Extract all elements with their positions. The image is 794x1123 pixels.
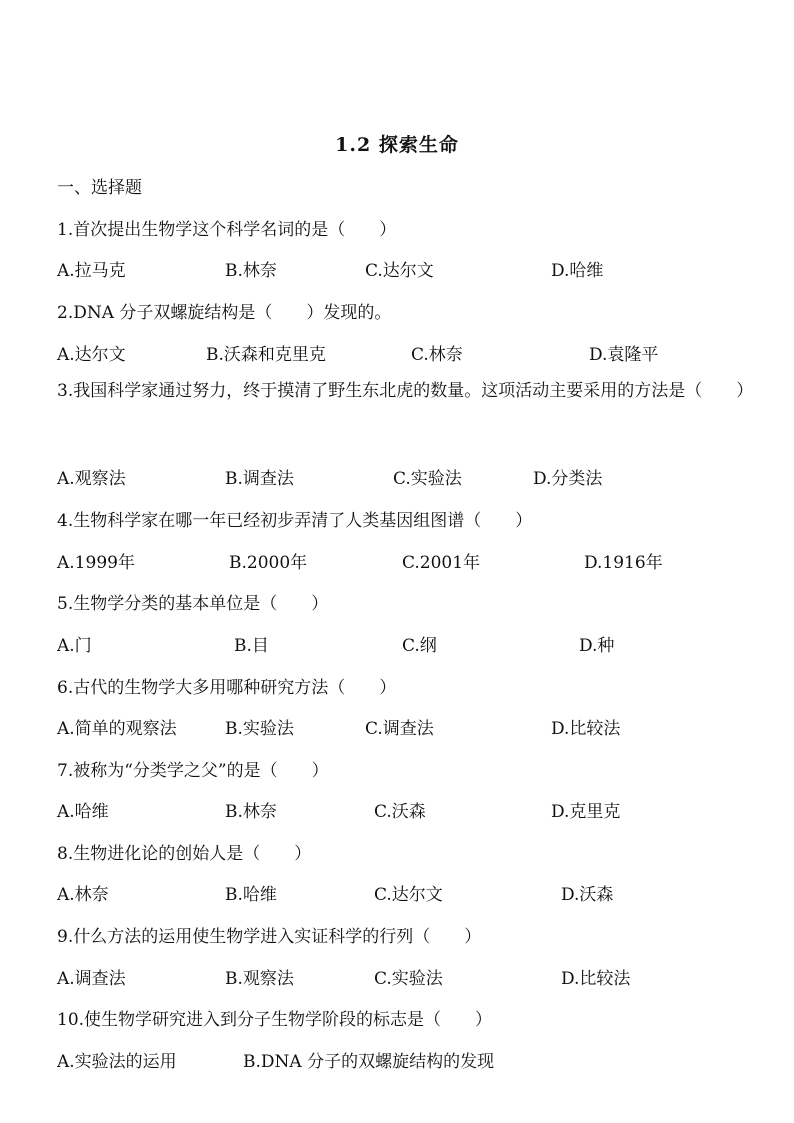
section-heading: 一、选择题: [57, 178, 142, 198]
question-stem: 6.古代的生物学大多用哪种研究方法（ ）: [57, 678, 397, 698]
question-stem: 1.首次提出生物学这个科学名词的是（ ）: [57, 220, 397, 240]
option: A.简单的观察法: [57, 719, 177, 739]
option: D.袁隆平: [589, 345, 659, 365]
option: D.哈维: [551, 261, 604, 281]
option: D.沃森: [561, 885, 614, 905]
question-stem: 7.被称为“分类学之父”的是（ ）: [57, 761, 329, 781]
option: A.达尔文: [57, 345, 126, 365]
option: C.沃森: [374, 802, 426, 822]
option: A.拉马克: [57, 261, 126, 281]
question-stem: 5.生物学分类的基本单位是（ ）: [57, 594, 329, 614]
option: B.2000年: [229, 553, 308, 573]
option: B.目: [234, 636, 269, 656]
option: C.纲: [402, 636, 437, 656]
option: C.实验法: [393, 469, 462, 489]
option: B.林奈: [225, 802, 277, 822]
option: A.调查法: [57, 969, 126, 989]
page-title: 1.2 探索生命: [335, 134, 459, 156]
option: B.DNA 分子的双螺旋结构的发现: [243, 1052, 495, 1072]
option: B.调查法: [225, 469, 294, 489]
option: B.实验法: [225, 719, 294, 739]
option: B.沃森和克里克: [206, 345, 326, 365]
option: C.实验法: [374, 969, 443, 989]
option: C.调查法: [365, 719, 434, 739]
option: A.1999年: [57, 553, 135, 573]
option: C.达尔文: [374, 885, 443, 905]
option: A.林奈: [57, 885, 109, 905]
option: D.克里克: [551, 802, 621, 822]
option: C.达尔文: [365, 261, 434, 281]
option: B.哈维: [225, 885, 277, 905]
option: D.1916年: [584, 553, 663, 573]
option: D.比较法: [561, 969, 631, 989]
option: A.哈维: [57, 802, 109, 822]
question-stem: 4.生物科学家在哪一年已经初步弄清了人类基因组图谱（ ）: [57, 511, 533, 531]
option: D.比较法: [551, 719, 621, 739]
question-stem: 9.什么方法的运用使生物学进入实证科学的行列（ ）: [57, 927, 482, 947]
option: A.门: [57, 636, 92, 656]
option: C.2001年: [402, 553, 481, 573]
option: C.林奈: [411, 345, 463, 365]
question-stem: 3.我国科学家通过努力，终于摸清了野生东北虎的数量。这项活动主要采用的方法是（ ）: [57, 381, 754, 401]
option: B.林奈: [225, 261, 277, 281]
question-stem: 10.使生物学研究进入到分子生物学阶段的标志是（ ）: [57, 1010, 493, 1030]
option: D.种: [579, 636, 615, 656]
option: B.观察法: [225, 969, 294, 989]
question-stem: 2.DNA 分子双螺旋结构是（ ）发现的。: [57, 303, 392, 323]
option: A.实验法的运用: [57, 1052, 177, 1072]
question-stem: 8.生物进化论的创始人是（ ）: [57, 844, 312, 864]
option: A.观察法: [57, 469, 126, 489]
option: D.分类法: [533, 469, 603, 489]
